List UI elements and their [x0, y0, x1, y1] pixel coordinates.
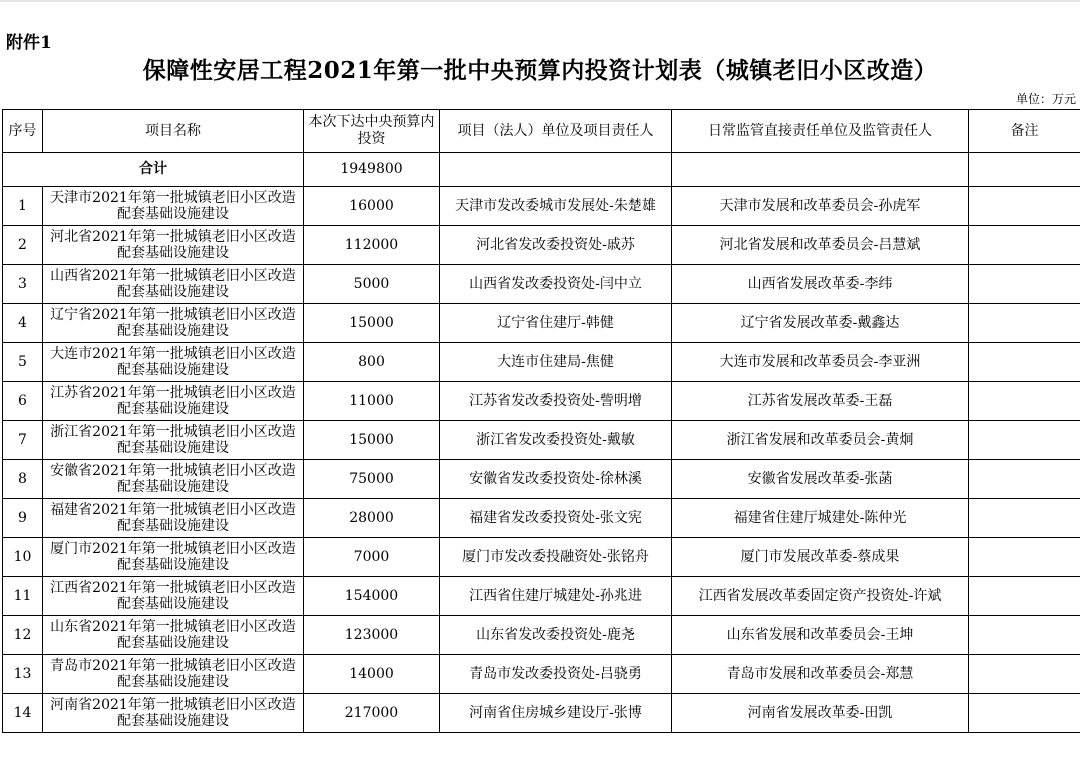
header-remark: 备注	[969, 110, 1080, 153]
table-row	[3, 343, 1080, 382]
row-supervisor: 江苏省发展改革委-王磊	[672, 382, 969, 421]
row-amount: 154000	[304, 577, 440, 616]
row-project-name: 江苏省2021年第一批城镇老旧小区改造配套基础设施建设	[43, 382, 304, 421]
row-seq: 10	[3, 538, 43, 577]
header-owner: 项目（法人）单位及项目责任人	[440, 110, 672, 153]
row-seq: 11	[3, 577, 43, 616]
row-project-name: 安徽省2021年第一批城镇老旧小区改造配套基础设施建设	[43, 460, 304, 499]
row-project-name: 厦门市2021年第一批城镇老旧小区改造配套基础设施建设	[43, 538, 304, 577]
row-supervisor: 大连市发展和改革委员会-李亚洲	[672, 343, 969, 382]
row-owner: 大连市住建局-焦健	[440, 343, 672, 382]
row-supervisor: 安徽省发展改革委-张菡	[672, 460, 969, 499]
row-seq: 7	[3, 421, 43, 460]
row-remark	[969, 577, 1080, 616]
row-owner: 山西省发改委投资处-闫中立	[440, 265, 672, 304]
header-amount: 本次下达中央预算内投资	[304, 110, 440, 153]
row-seq: 4	[3, 304, 43, 343]
row-remark	[969, 265, 1080, 304]
row-remark	[969, 343, 1080, 382]
row-supervisor: 青岛市发展和改革委员会-郑慧	[672, 655, 969, 694]
row-supervisor: 福建省住建厅城建处-陈仲光	[672, 499, 969, 538]
total-label: 合计	[3, 153, 304, 187]
table-row	[3, 304, 1080, 343]
row-amount: 800	[304, 343, 440, 382]
row-supervisor: 辽宁省发展改革委-戴鑫达	[672, 304, 969, 343]
row-seq: 3	[3, 265, 43, 304]
row-remark	[969, 304, 1080, 343]
row-seq: 14	[3, 694, 43, 733]
row-owner: 河南省住房城乡建设厅-张博	[440, 694, 672, 733]
header-supervisor: 日常监管直接责任单位及监管责任人	[672, 110, 969, 153]
row-amount: 7000	[304, 538, 440, 577]
row-amount: 15000	[304, 304, 440, 343]
row-amount: 16000	[304, 187, 440, 226]
row-project-name: 福建省2021年第一批城镇老旧小区改造配套基础设施建设	[43, 499, 304, 538]
row-amount: 123000	[304, 616, 440, 655]
row-amount: 15000	[304, 421, 440, 460]
row-supervisor: 江西省发展改革委固定资产投资处-许斌	[672, 577, 969, 616]
row-remark	[969, 538, 1080, 577]
row-owner: 江西省住建厅城建处-孙兆进	[440, 577, 672, 616]
total-owner-empty	[440, 153, 672, 187]
total-supervisor-empty	[672, 153, 969, 187]
total-row	[3, 153, 1080, 187]
row-supervisor: 天津市发展和改革委员会-孙虎军	[672, 187, 969, 226]
row-owner: 福建省发改委投资处-张文宪	[440, 499, 672, 538]
row-remark	[969, 616, 1080, 655]
row-remark	[969, 694, 1080, 733]
total-remark-empty	[969, 153, 1080, 187]
row-owner: 厦门市发改委投融资处-张铭舟	[440, 538, 672, 577]
total-amount: 1949800	[304, 153, 440, 187]
row-amount: 11000	[304, 382, 440, 421]
row-project-name: 河南省2021年第一批城镇老旧小区改造配套基础设施建设	[43, 694, 304, 733]
row-project-name: 浙江省2021年第一批城镇老旧小区改造配套基础设施建设	[43, 421, 304, 460]
row-owner: 浙江省发改委投资处-戴敏	[440, 421, 672, 460]
row-amount: 75000	[304, 460, 440, 499]
table-row	[3, 460, 1080, 499]
row-project-name: 山西省2021年第一批城镇老旧小区改造配套基础设施建设	[43, 265, 304, 304]
table-header-row	[3, 110, 1080, 153]
table-row	[3, 382, 1080, 421]
row-supervisor: 河北省发展和改革委员会-吕慧斌	[672, 226, 969, 265]
row-project-name: 大连市2021年第一批城镇老旧小区改造配套基础设施建设	[43, 343, 304, 382]
row-amount: 28000	[304, 499, 440, 538]
attachment-label: 附件1	[6, 33, 52, 53]
table-row	[3, 694, 1080, 733]
header-seq: 序号	[3, 110, 43, 153]
row-remark	[969, 226, 1080, 265]
row-remark	[969, 382, 1080, 421]
table-row	[3, 226, 1080, 265]
row-remark	[969, 421, 1080, 460]
row-owner: 山东省发改委投资处-鹿尧	[440, 616, 672, 655]
row-remark	[969, 499, 1080, 538]
table-row	[3, 616, 1080, 655]
table-row	[3, 538, 1080, 577]
row-project-name: 江西省2021年第一批城镇老旧小区改造配套基础设施建设	[43, 577, 304, 616]
document-title: 保障性安居工程2021年第一批中央预算内投资计划表（城镇老旧小区改造）	[142, 57, 938, 84]
row-seq: 8	[3, 460, 43, 499]
table-row	[3, 421, 1080, 460]
table-row	[3, 499, 1080, 538]
row-amount: 217000	[304, 694, 440, 733]
row-project-name: 天津市2021年第一批城镇老旧小区改造配套基础设施建设	[43, 187, 304, 226]
row-seq: 5	[3, 343, 43, 382]
row-seq: 9	[3, 499, 43, 538]
investment-plan-table	[2, 109, 1080, 733]
row-supervisor: 厦门市发展改革委-蔡成果	[672, 538, 969, 577]
row-project-name: 山东省2021年第一批城镇老旧小区改造配套基础设施建设	[43, 616, 304, 655]
row-seq: 1	[3, 187, 43, 226]
row-supervisor: 山东省发展和改革委员会-王坤	[672, 616, 969, 655]
row-seq: 2	[3, 226, 43, 265]
row-owner: 青岛市发改委投资处-吕骁勇	[440, 655, 672, 694]
row-amount: 5000	[304, 265, 440, 304]
table-row	[3, 187, 1080, 226]
row-seq: 12	[3, 616, 43, 655]
row-supervisor: 山西省发展改革委-李纬	[672, 265, 969, 304]
table-row	[3, 655, 1080, 694]
row-amount: 112000	[304, 226, 440, 265]
row-owner: 天津市发改委城市发展处-朱楚雄	[440, 187, 672, 226]
row-seq: 6	[3, 382, 43, 421]
table-row	[3, 265, 1080, 304]
row-supervisor: 河南省发展改革委-田凯	[672, 694, 969, 733]
unit-label: 单位：万元	[1015, 92, 1076, 106]
row-project-name: 青岛市2021年第一批城镇老旧小区改造配套基础设施建设	[43, 655, 304, 694]
row-owner: 河北省发改委投资处-戚苏	[440, 226, 672, 265]
row-supervisor: 浙江省发展和改革委员会-黄炯	[672, 421, 969, 460]
row-remark	[969, 187, 1080, 226]
row-project-name: 河北省2021年第一批城镇老旧小区改造配套基础设施建设	[43, 226, 304, 265]
row-owner: 安徽省发改委投资处-徐林溪	[440, 460, 672, 499]
row-owner: 辽宁省住建厅-韩健	[440, 304, 672, 343]
header-project-name: 项目名称	[43, 110, 304, 153]
row-remark	[969, 655, 1080, 694]
row-amount: 14000	[304, 655, 440, 694]
row-project-name: 辽宁省2021年第一批城镇老旧小区改造配套基础设施建设	[43, 304, 304, 343]
top-divider	[0, 0, 1080, 2]
table-row	[3, 577, 1080, 616]
row-remark	[969, 460, 1080, 499]
row-seq: 13	[3, 655, 43, 694]
row-owner: 江苏省发改委投资处-訾明增	[440, 382, 672, 421]
